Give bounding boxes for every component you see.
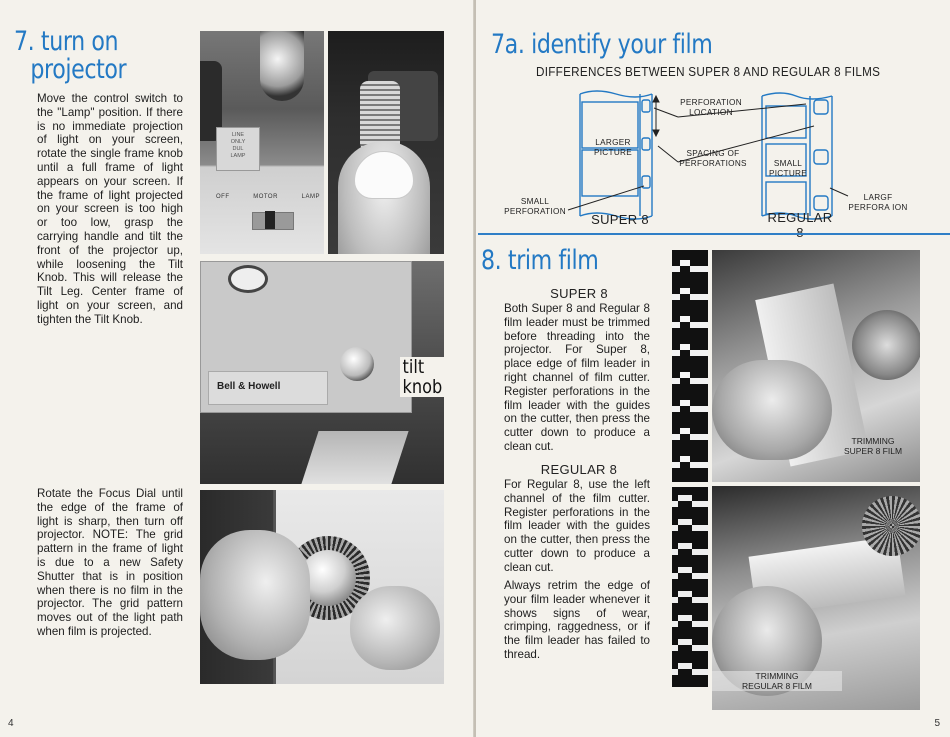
heading-identify-film: 7a. identify your film bbox=[491, 29, 713, 60]
right-page bbox=[476, 0, 950, 737]
photo-trimming-super8 bbox=[712, 250, 920, 482]
photo-frame-knob bbox=[328, 31, 444, 254]
film-strip-regular8 bbox=[672, 487, 708, 687]
photo-focus-dial bbox=[200, 490, 444, 684]
heading-turn-on-projector: 7. turn on projector bbox=[14, 26, 127, 86]
super8-trim-instructions: Both Super 8 and Regular 8 film leader must be trimmed before threading into the projector. For Super 8, place edge of film leader in right channel of film cutter. Register perforations in the film leader with the guides on the cutter, then press the cutter down to produce a clean cut. bbox=[504, 302, 650, 453]
label-super8: SUPER 8 bbox=[591, 212, 649, 227]
regular8-film-strip bbox=[762, 93, 832, 219]
control-switch bbox=[252, 212, 294, 230]
heading-trim-film: 8. trim film bbox=[481, 245, 599, 276]
page-number-left: 4 bbox=[8, 718, 14, 729]
subhead-super8: SUPER 8 bbox=[550, 286, 608, 301]
regular8-trim-instructions: For Regular 8, use the left channel of the film cutter. Register perforations in the film leader with the guides on the cutter, then press the cutter down to produce a clean cut. bbox=[504, 478, 650, 574]
label-spacing-of-perforations: SPACING OF PERFORATIONS bbox=[679, 149, 747, 168]
thumb bbox=[338, 141, 430, 254]
label-regular8: REGULAR bbox=[767, 210, 833, 225]
label-perforation-location: PERFORATION LOCATION bbox=[680, 98, 742, 117]
label-larger-picture: LARGER PICTURE bbox=[593, 138, 633, 157]
lamp-label-plate: LINE ONLY DUL LAMP bbox=[216, 127, 260, 171]
section-divider bbox=[478, 233, 950, 235]
caption-trimming-regular8: TRIMMING REGULAR 8 FILM bbox=[712, 671, 842, 691]
diagram-title: DIFFERENCES BETWEEN SUPER 8 AND REGULAR 8 FILMS bbox=[536, 64, 881, 79]
page-number-right: 5 bbox=[934, 718, 940, 729]
switch-labels: OFF MOTOR LAMP bbox=[216, 194, 320, 200]
film-strip-super8 bbox=[672, 250, 708, 482]
turn-on-instructions: Move the control switch to the "Lamp" position. If there is no immediate projection of light on your screen, rotate the single frame knob until a full frame of light appears on your screen. If the frame of light projected on your screen is too high or too low, grasp the carrying handle and tilt the front of the projector up, while loosening the Tilt Knob. This will release the Tilt Leg. Center frame of light on your screen, and tighten the Tilt Knob. bbox=[37, 92, 183, 326]
left-page bbox=[0, 0, 474, 737]
focus-instructions: Rotate the Focus Dial until the edge of the frame of light is sharp, then turn off projector. NOTE: The grid pattern in the frame of light is due to a new Safety Shutter that is in position when there is no film in the projector. The grid pattern moves out of the light path when film is projected. bbox=[37, 487, 183, 638]
photo-trimming-regular8 bbox=[712, 486, 920, 710]
photo-control-switch bbox=[200, 31, 324, 254]
label-small-perforation: SMALL PERFORATION bbox=[504, 197, 566, 216]
retrim-advice: Always retrim the edge of your film leader whenever it shows signs of wear, crimping, raggedness, or if the film leader has failed to thread. bbox=[504, 579, 650, 661]
subhead-regular8: REGULAR 8 bbox=[540, 462, 618, 477]
label-large-perforation: LARGF PERFORA ION bbox=[848, 193, 908, 212]
lamp-bulb bbox=[260, 31, 304, 101]
caption-trimming-super8: TRIMMING SUPER 8 FILM bbox=[843, 436, 903, 456]
label-small-picture: SMALL PICTURE bbox=[768, 159, 808, 178]
hand bbox=[200, 530, 310, 660]
brand-plate: Bell & Howell bbox=[208, 371, 328, 405]
photo-tilt-knob bbox=[200, 261, 444, 484]
tilt-knob-label: tilt knob bbox=[400, 357, 444, 397]
tilt-knob-icon bbox=[340, 347, 374, 381]
